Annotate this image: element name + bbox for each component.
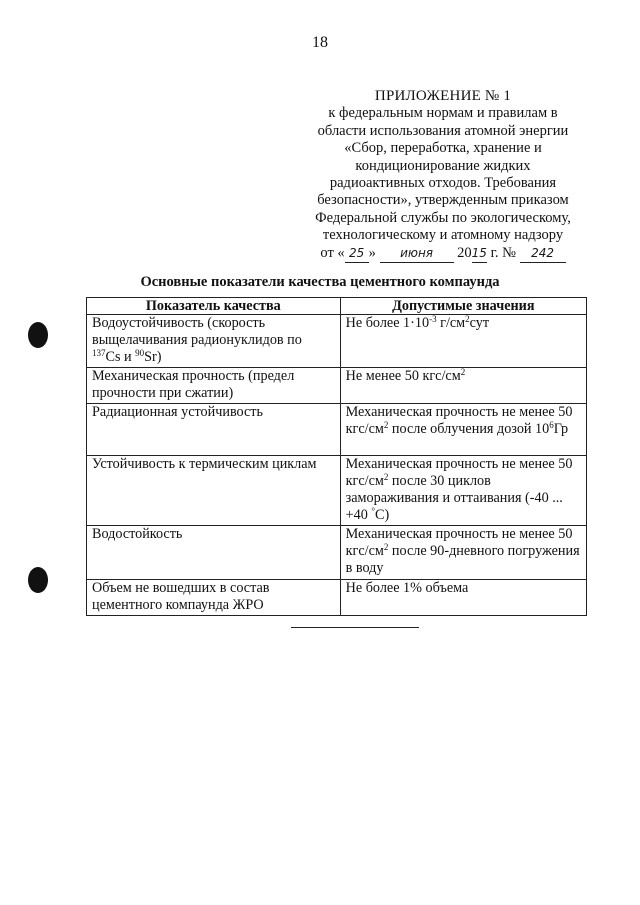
appendix-line: к федеральным нормам и правилам в: [328, 105, 558, 122]
table-row: [87, 456, 587, 526]
text: Механическая прочность не менее 50 кгс/см: [345, 526, 573, 559]
page-number: 18: [312, 34, 328, 51]
indicator-cell: [87, 580, 341, 616]
table-row: [87, 580, 587, 616]
text: после 30 циклов замораживания и оттаивания (-40 ... +40: [345, 473, 563, 523]
table-title: Основные показатели качества цементного компаунда: [140, 274, 500, 290]
text: Механическая прочность не менее 50 кгс/см: [345, 456, 573, 489]
punch-hole-top: [28, 322, 48, 348]
indicator-cell: [87, 368, 341, 404]
value-cell: [340, 456, 586, 526]
text: г/см: [436, 315, 466, 331]
text: Радиационная устойчивость: [92, 404, 263, 420]
indicator-cell: [87, 456, 341, 526]
superscript: °: [371, 506, 375, 516]
text: Механическая прочность (предел прочности при сжатии): [92, 368, 295, 401]
appendix-line: «Сбор, переработка, хранение и: [344, 140, 542, 157]
text: Устойчивость к термическим циклам: [92, 456, 317, 472]
indicator-cell: [87, 315, 341, 368]
handwritten-order-number: 242: [520, 245, 566, 263]
handwritten-day: 25: [345, 245, 369, 263]
text: Водостойкость: [92, 526, 183, 542]
appendix-line: технологическому и атомному надзору: [322, 227, 564, 244]
handwritten-year: 15: [472, 245, 487, 263]
superscript: 2: [460, 367, 466, 377]
text: Механическая прочность не менее 50 кгс/см: [345, 404, 573, 437]
year-prefix: 20: [457, 244, 472, 261]
date-close-quote: »: [368, 244, 376, 261]
table-row: [87, 404, 587, 456]
value-cell: [340, 404, 586, 456]
closing-rule: [291, 627, 419, 628]
table-header-row: [87, 298, 587, 315]
appendix-line: безопасности», утвержденным приказом: [317, 192, 569, 209]
text: после 90-дневного погружения в воду: [345, 543, 580, 576]
text: Не менее 50 кгс/см: [345, 368, 461, 384]
value-cell: [340, 315, 586, 368]
text: Sr): [144, 349, 162, 365]
date-prefix: от «: [320, 244, 345, 261]
appendix-heading: ПРИЛОЖЕНИЕ № 1: [374, 88, 512, 104]
text: Водоустойчивость (скорость выщелачивания радионуклидов по: [92, 315, 302, 348]
punch-hole-bottom: [28, 567, 48, 593]
text: Не более 1·10: [345, 315, 430, 331]
superscript: 2: [383, 542, 389, 552]
superscript: -3: [429, 314, 437, 324]
text: после облучения дозой 10: [388, 421, 550, 437]
text: Не более 1% объема: [345, 580, 469, 596]
text: Объем не вошедших в состав цементного компаунда ЖРО: [92, 580, 270, 613]
text: сут: [469, 315, 490, 331]
handwritten-month: июня: [380, 245, 454, 263]
order-date-line: [298, 245, 588, 263]
text: Cs и: [105, 349, 136, 365]
quality-table: [86, 297, 587, 616]
value-cell: [340, 580, 586, 616]
text: Гр: [553, 421, 569, 437]
indicator-cell: [87, 526, 341, 580]
appendix-block: [298, 88, 588, 263]
appendix-line: кондиционирование жидких: [355, 157, 531, 174]
table-row: [87, 315, 587, 368]
superscript: 6: [549, 420, 554, 430]
table-row: [87, 526, 587, 580]
superscript: 2: [383, 420, 389, 430]
superscript: 137: [92, 348, 106, 358]
appendix-line: Федеральной службы по экологическому,: [315, 209, 571, 226]
table-row: [87, 368, 587, 404]
superscript: 90: [135, 348, 145, 358]
header-values: Допустимые значения: [340, 298, 586, 315]
header-indicator: Показатель качества: [87, 298, 341, 315]
text: С): [374, 507, 390, 523]
appendix-line: радиоактивных отходов. Требования: [329, 175, 557, 192]
appendix-line: области использования атомной энергии: [317, 122, 569, 139]
superscript: 2: [383, 472, 389, 482]
superscript: 2: [465, 314, 470, 324]
order-number-label: г. №: [490, 244, 516, 261]
indicator-cell: [87, 404, 341, 456]
value-cell: [340, 368, 586, 404]
value-cell: [340, 526, 586, 580]
